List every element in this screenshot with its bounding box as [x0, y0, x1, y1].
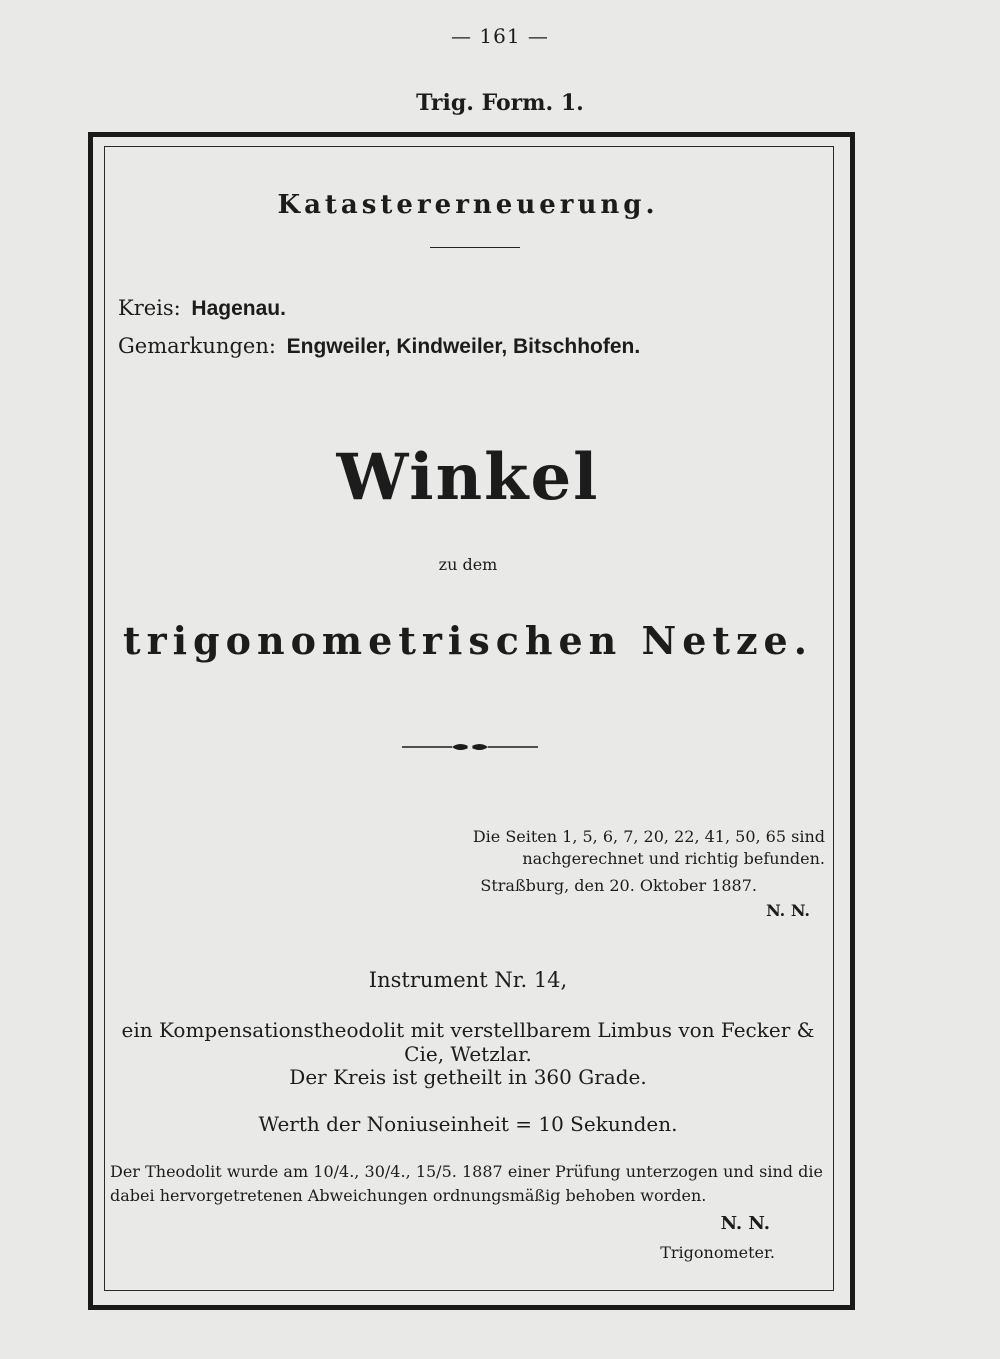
circle-division-line: Der Kreis ist getheilt in 360 Grade.: [289, 1065, 647, 1089]
ornament-divider: [400, 737, 540, 757]
verification-signature: N. N.: [766, 901, 810, 920]
final-role: Trigonometer.: [660, 1243, 775, 1262]
kreis-line: [118, 296, 286, 321]
title-sub: trigonometrischen Netze.: [123, 618, 813, 663]
gemarkungen-label: Gemarkungen:: [118, 334, 276, 358]
heading-rule: [430, 247, 520, 248]
title-main: Winkel: [336, 440, 600, 515]
kreis-value: Hagenau.: [191, 297, 286, 320]
final-signature: N. N.: [720, 1213, 770, 1234]
kreis-label: Kreis:: [118, 296, 181, 320]
title-connector: zu dem: [438, 555, 498, 574]
form-label: Trig. Form. 1.: [416, 90, 584, 116]
theodolite-test-note: Der Theodolit wurde am 10/4., 30/4., 15/5. 1887 einer Prüfung unterzogen und sind die dabei hervorgetretenen Abweichungen ordnungsmäßig behoben worden.: [110, 1162, 823, 1205]
page-number: — 161 —: [451, 24, 549, 48]
vernier-value-line: Werth der Noniuseinheit = 10 Sekunden.: [258, 1112, 678, 1136]
verification-place: Straßburg, den 20. Oktober 1887.: [480, 876, 757, 895]
verification-note: Die Seiten 1, 5, 6, 7, 20, 22, 41, 50, 65 sind nachgerechnet und richtig befunden.: [472, 827, 825, 868]
instrument-description: ein Kompensationstheodolit mit verstellbarem Limbus von Fecker & Cie, Wetzlar.: [121, 1018, 815, 1066]
gemarkungen-value: Engweiler, Kindweiler, Bitschhofen.: [286, 335, 641, 358]
gemarkungen-line: [118, 334, 640, 359]
document-heading: Katastererneuerung.: [277, 190, 659, 220]
instrument-line: Instrument Nr. 14,: [368, 968, 568, 992]
